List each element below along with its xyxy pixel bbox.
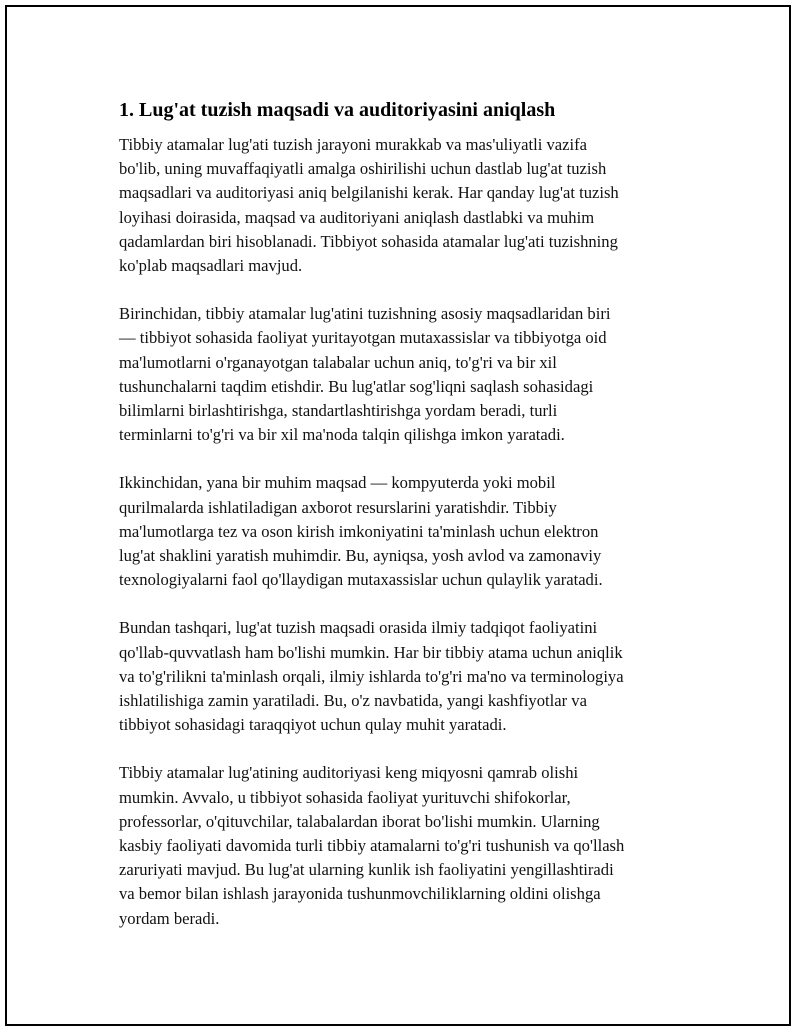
section-heading: 1. Lug'at tuzish maqsadi va auditoriyasini aniqlash xyxy=(119,99,556,121)
text-line: va to'g'rilikni ta'minlash orqali, ilmiy ishlarda to'g'ri ma'no va terminologiya xyxy=(119,666,624,686)
document-body xyxy=(119,97,699,955)
text-line: loyihasi doirasida, maqsad va auditoriyani aniqlash dastlabki va muhim xyxy=(119,207,595,227)
paragraph-2 xyxy=(119,302,699,447)
text-line: Ikkinchidan, yana bir muhim maqsad — kompyuterda yoki mobil xyxy=(119,473,556,493)
text-line: qadamlardan biri hisoblanadi. Tibbiyot sohasida atamalar lug'ati tuzishning xyxy=(119,231,618,251)
text-line: ishlatilishiga zamin yaratiladi. Bu, o'z navbatida, yangi kashfiyotlar va xyxy=(119,691,587,711)
text-line: texnologiyalarni faol qo'llaydigan mutaxassislar uchun qulaylik yaratadi. xyxy=(119,570,603,590)
paragraph-4 xyxy=(119,616,699,737)
text-line: kasbiy faoliyati davomida turli tibbiy atamalarni to'g'ri tushunish va qo'llash xyxy=(119,836,625,856)
text-line: zaruriyati mavjud. Bu lug'at ularning kunlik ish faoliyatini yengillashtiradi xyxy=(119,860,614,880)
text-line: qurilmalarda ishlatiladigan axborot resurslarini yaratishdir. Tibbiy xyxy=(119,497,557,517)
text-line: professorlar, o'qituvchilar, talabalardan iborat bo'lishi mumkin. Ularning xyxy=(119,811,600,831)
text-line: tushunchalarni taqdim etishdir. Bu lug'atlar sog'liqni saqlash sohasidagi xyxy=(119,376,594,396)
text-line: ma'lumotlarga tez va oson kirish imkoniyatini ta'minlash uchun elektron xyxy=(119,521,599,541)
text-line: ma'lumotlarni o'rganayotgan talabalar uchun aniq, to'g'ri va bir xil xyxy=(119,352,557,372)
text-line: Tibbiy atamalar lug'atining auditoriyasi keng miqyosni qamrab olishi xyxy=(119,763,579,783)
text-line: — tibbiyot sohasida faoliyat yuritayotgan mutaxassislar va tibbiyotga oid xyxy=(119,328,607,348)
text-line: maqsadlari va auditoriyasi aniq belgilanishi kerak. Har qanday lug'at tuzish xyxy=(119,183,619,203)
text-line: mumkin. Avvalo, u tibbiyot sohasida faoliyat yurituvchi shifokorlar, xyxy=(119,787,571,807)
text-line: bilimlarni birlashtirishga, standartlashtirishga yordam beradi, turli xyxy=(119,401,558,421)
text-line: ko'plab maqsadlari mavjud. xyxy=(119,256,303,276)
text-line: lug'at shaklini yaratish muhimdir. Bu, ayniqsa, yosh avlod va zamonaviy xyxy=(119,546,602,566)
paragraph-5 xyxy=(119,761,699,930)
text-line: tibbiyot sohasidagi taraqqiyot uchun qulay muhit yaratadi. xyxy=(119,715,507,735)
text-line: Tibbiy atamalar lug'ati tuzish jarayoni murakkab va mas'uliyatli vazifa xyxy=(119,135,588,154)
text-line: Bundan tashqari, lug'at tuzish maqsadi orasida ilmiy tadqiqot faoliyatini xyxy=(119,618,598,638)
text-line: va bemor bilan ishlash jarayonida tushunmovchiliklarning oldini olishga xyxy=(119,884,601,904)
paragraph-1 xyxy=(119,133,699,278)
paragraph-3 xyxy=(119,471,699,592)
text-line: bo'lib, uning muvaffaqiyatli amalga oshirilishi uchun dastlab lug'at tuzish xyxy=(119,159,607,179)
text-line: terminlarni to'g'ri va bir xil ma'noda talqin qilishga imkon yaratadi. xyxy=(119,425,565,445)
page-frame xyxy=(5,5,791,1026)
text-line: yordam beradi. xyxy=(119,908,220,928)
text-line: qo'llab-quvvatlash ham bo'lishi mumkin. Har bir tibbiy atama uchun aniqlik xyxy=(119,642,623,662)
text-line: Birinchidan, tibbiy atamalar lug'atini tuzishning asosiy maqsadlaridan biri xyxy=(119,304,611,324)
